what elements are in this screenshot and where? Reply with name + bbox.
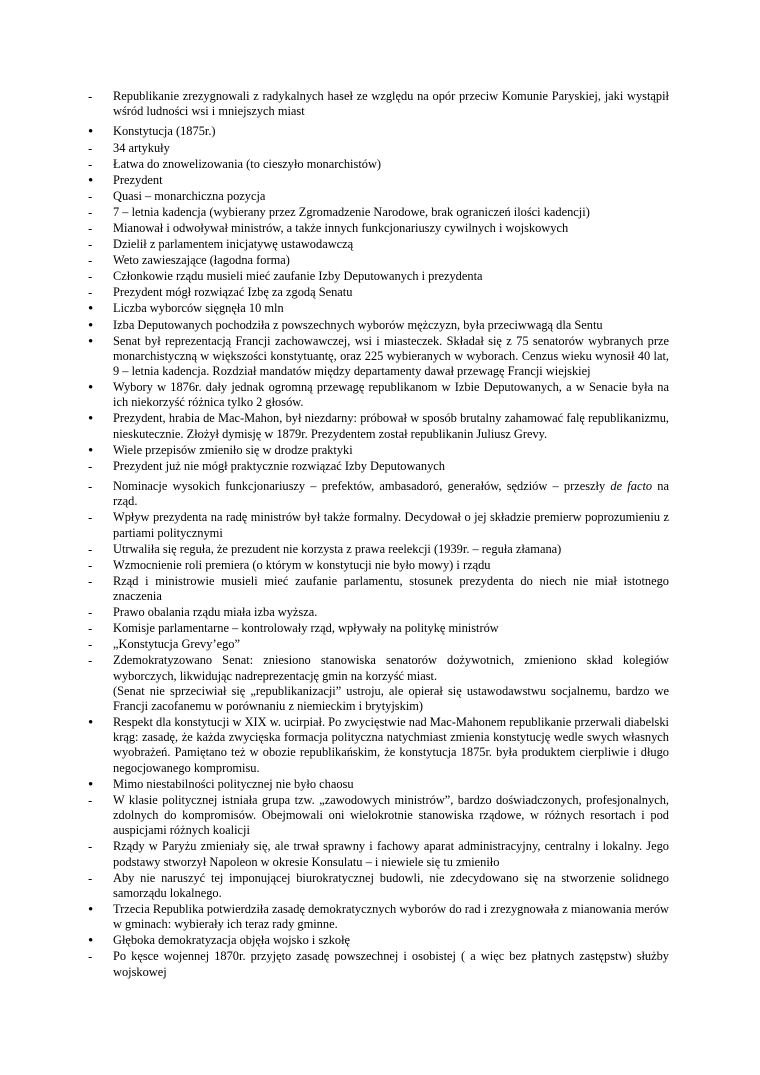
list-item: • Wiele przepisów zmieniło się w drodze praktyki <box>88 442 353 459</box>
list-item: - Aby nie naruszyć tej imponującej biurokratycznej budowli, nie zdecydowano się na stworzenie solidnego samorządu lokalnego. <box>88 870 669 900</box>
list-item: - Mianował i odwoływał ministrów, a także innych funkcjonariuszy cywilnych i wojskowych <box>88 220 569 236</box>
dash-marker: - <box>88 253 93 269</box>
list-item: - Komisje parlamentarne – kontrolowały rząd, wpływały na politykę ministrów <box>88 621 499 637</box>
dash-marker: - <box>88 949 93 965</box>
dash-marker: - <box>88 237 93 253</box>
list-item: - „Konstytucja Grevy’ego” <box>88 637 240 653</box>
bullet-marker: • <box>88 380 94 397</box>
bullet-marker: • <box>88 933 94 950</box>
dash-marker: - <box>88 510 93 526</box>
list-item: - Zdemokratyzowano Senat: zniesiono stanowiska senatorów dożywotnich, zmieniono skład kolegiów wyborczych, likwidując nadreprezentację gmin na korzyść miast. (Senat nie sprzeciwiał się „republikanizacji” ustroju, ale opierał się ustawodawstwu socjalnemu, bardzo we Francji zacofanemu w porównaniu z niemieckim i brytyjskim) <box>88 653 669 713</box>
bullet-marker: • <box>88 776 94 793</box>
notes-list <box>0 89 760 981</box>
dash-marker: - <box>88 637 93 653</box>
list-item: - Republikanie zrezygnowali z radykalnych haseł ze względu na opór przeciw Komunie Paryskiej, jaki wystąpił wśród ludności wsi i mniejszych miast <box>88 89 669 119</box>
list-item: • Trzecia Republika potwierdziła zasadę demokratycznych wyborów do rad i zrezygnowała z mianowania merów w gminach: wybierały ich teraz rady gminne. <box>88 901 669 932</box>
list-item: • Liczba wyborców sięgnęła 10 mln <box>88 301 284 318</box>
bullet-marker: • <box>88 301 94 318</box>
dash-marker: - <box>88 269 93 285</box>
dash-marker: - <box>88 653 93 669</box>
bullet-marker: • <box>88 442 94 459</box>
dash-marker: - <box>88 573 93 589</box>
dash-marker: - <box>88 156 93 172</box>
list-item: - 34 artykuły <box>88 140 170 156</box>
list-item: - Łatwa do znowelizowania (to cieszyło monarchistów) <box>88 156 382 172</box>
list-item: - Członkowie rządu musieli mieć zaufanie Izby Deputowanych i prezydenta <box>88 269 483 285</box>
list-item: • Senat był reprezentacją Francji zachowawczej, wsi i miasteczek. Składał się z 75 senatorów wybranych prze monarchistyczną w większości konstytuantę, oraz 225 wybieranych w wyborach. Cenzus wieku wynosił 40 lat, 9 – letnia kadencja. Rozdział mandatów między departamenty dawał przewagę Francji wiejskiej <box>88 333 669 379</box>
dash-marker: - <box>88 140 93 156</box>
list-item: • Głęboka demokratyzacja objęła wojsko i szkołę <box>88 933 351 950</box>
list-item: - W klasie politycznej istniała grupa tzw. „zawodowych ministrów”, bardzo doświadczonych, profesjonalnych, zdolnych do kompromisów. Obejmowali oni wielokrotnie stanowiska rządowe, w różnych resortach i pod auspicjami różnych koalicji <box>88 792 669 838</box>
list-item: - Wzmocnienie roli premiera (o którym w konstytucji nie było mowy) i rządu <box>88 557 491 573</box>
bullet-marker: • <box>88 172 94 189</box>
list-item: - Weto zawieszające (łagodna forma) <box>88 253 290 269</box>
bullet-marker: • <box>88 317 94 334</box>
bullet-marker: • <box>88 124 94 141</box>
list-item: - Quasi – monarchiczna pozycja <box>88 188 266 204</box>
list-item: • Mimo niestabilności politycznej nie było chaosu <box>88 776 354 793</box>
list-item: - Prezydent już nie mógł praktycznie rozwiązać Izby Deputowanych <box>88 458 445 474</box>
list-item: • Prezydent <box>88 172 163 189</box>
dash-marker: - <box>88 605 93 621</box>
dash-marker: - <box>88 220 93 236</box>
bullet-marker: • <box>88 901 94 918</box>
list-item: - Rząd i ministrowie musieli mieć zaufanie parlamentu, stosunek prezydenta do niech nie miał istotnego znaczenia <box>88 573 669 603</box>
list-item: - Po kęsce wojennej 1870r. przyjęto zasadę powszechnej i osobistej ( a więc bez płatnych zastępstw) służby wojskowej <box>88 949 669 979</box>
list-item: • Izba Deputowanych pochodziła z powszechnych wyborów mężczyzn, była przeciwwagą dla Sentu <box>88 317 603 334</box>
list-item: - Nominacje wysokich funkcjonariuszy – prefektów, ambasadoró, generałów, sędziów – przeszły de facto na rząd. <box>88 479 669 509</box>
dash-marker: - <box>88 557 93 573</box>
dash-marker: - <box>88 621 93 637</box>
list-item: • Konstytucja (1875r.) <box>88 124 216 141</box>
list-item: - Dzielił z parlamentem inicjatywę ustawodawczą <box>88 237 354 253</box>
dash-marker: - <box>88 839 93 855</box>
dash-marker: - <box>88 870 93 886</box>
list-item: • Wybory w 1876r. dały jednak ogromną przewagę republikanom w Izbie Deputowanych, a w Senacie była na ich niekorzyść różnica tylko 2 głosów. <box>88 380 669 410</box>
dash-marker: - <box>88 89 93 104</box>
list-item: • Prezydent, hrabia de Mac-Mahon, był niezdarny: próbował w sposób brutalny zahamować falę republikanizmu, nieskutecznie. Złożył dymisję w 1879r. Prezydentem został republikanin Juliusz Grevy. <box>88 411 669 441</box>
dash-marker: - <box>88 792 93 808</box>
dash-marker: - <box>88 204 93 220</box>
list-item: - Utrwaliła się reguła, że prezudent nie korzysta z prawa reelekcji (1939r. – reguła złamana) <box>88 541 562 557</box>
list-item: - 7 – letnia kadencja (wybierany przez Zgromadzenie Narodowe, brak ograniczeń ilości kadencji) <box>88 204 590 220</box>
dash-marker: - <box>88 479 93 495</box>
list-item: • Respekt dla konstytucji w XIX w. ucirpiał. Po zwycięstwie nad Mac-Mahonem republikanie przerwali diabelski krąg: zasadę, że każda zwycięska formacja polityczna natychmiast zmienia konstytucję wedle swych własnych wyobrażeń. Pamiętano też w obozie republikańskim, że konstytucja 1875r. była produktem cierpliwie i długo negocjowanego kompromisu. <box>88 715 669 775</box>
bullet-marker: • <box>88 715 94 732</box>
dash-marker: - <box>88 285 93 301</box>
list-item: - Prezydent mógł rozwiązać Izbę za zgodą Senatu <box>88 285 353 301</box>
dash-marker: - <box>88 458 93 474</box>
bullet-marker: • <box>88 333 94 350</box>
list-item: - Prawo obalania rządu miała izba wyższa. <box>88 605 318 621</box>
dash-marker: - <box>88 188 93 204</box>
list-item: - Rządy w Paryżu zmieniały się, ale trwał sprawny i fachowy aparat administracyjny, centralny i lokalny. Jego podstawy stworzył Napoleon w okresie Konsulatu – i niewiele się tu zmieniło <box>88 839 669 869</box>
dash-marker: - <box>88 541 93 557</box>
bullet-marker: • <box>88 411 94 428</box>
list-item: - Wpływ prezydenta na radę ministrów był także formalny. Decydował o jej składzie premierw poprozumieniu z partiami politycznymi <box>88 510 669 540</box>
